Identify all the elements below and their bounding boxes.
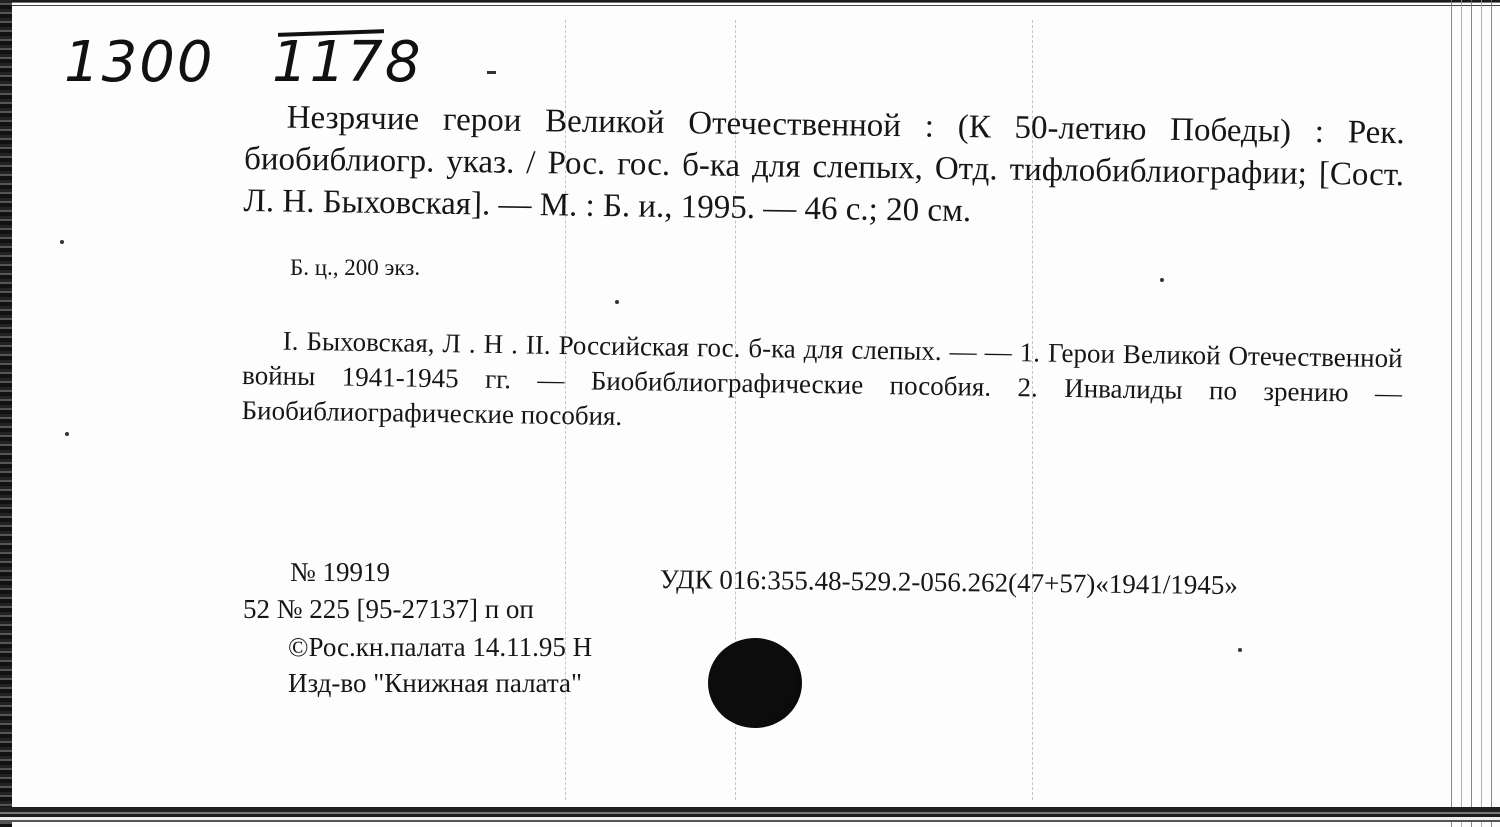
book-chamber-stamp: ©Рос.кн.палата 14.11.95 Н bbox=[288, 632, 593, 662]
scan-edge-bottom bbox=[0, 803, 1500, 827]
punch-hole bbox=[708, 638, 802, 728]
pen-mark bbox=[487, 71, 496, 74]
bibliographic-description: Незрячие герои Великой Отечественной : (К 50-летию Победы) : Рек. биобиблиогр. указ. / Рос. гос. б-ка для слепых, Отд. тифлобиблиографии; [Сост. Л. Н. Быховская]. — М. : Б. и., 1995. — 46 с.; 20 см. bbox=[243, 99, 1405, 230]
inventory-number: 1300 bbox=[64, 30, 215, 95]
udk-code: УДК 016:355.48-529.2-056.262(47+57)«1941/1945» bbox=[659, 564, 1238, 601]
subject-headings: I. Быховская, Л . Н . II. Российская гос. б-ка для слепых. — — 1. Герои Великой Отечественной войны 1941-1945 гг. — Биобиблиографические пособия. 2. Инвалиды по зрению — Биобиблиографические пособия. bbox=[241, 325, 1403, 431]
sequence-number: 52 № 225 [95-27137] п оп bbox=[243, 594, 534, 624]
old-number: 1178 bbox=[272, 30, 423, 95]
scan-speck bbox=[60, 240, 64, 244]
record-number: № 19919 bbox=[290, 557, 391, 587]
price-and-copies: Б. ц., 200 экз. bbox=[290, 255, 421, 280]
scan-speck bbox=[615, 300, 619, 304]
scan-speck bbox=[1160, 278, 1164, 282]
publisher-line: Изд-во "Книжная палата" bbox=[288, 668, 582, 698]
scan-edge-left bbox=[0, 0, 12, 827]
scan-speck bbox=[65, 432, 69, 436]
scan-edge-top bbox=[0, 0, 1500, 8]
scan-edge-right bbox=[1442, 0, 1500, 827]
scan-speck bbox=[1238, 648, 1242, 652]
